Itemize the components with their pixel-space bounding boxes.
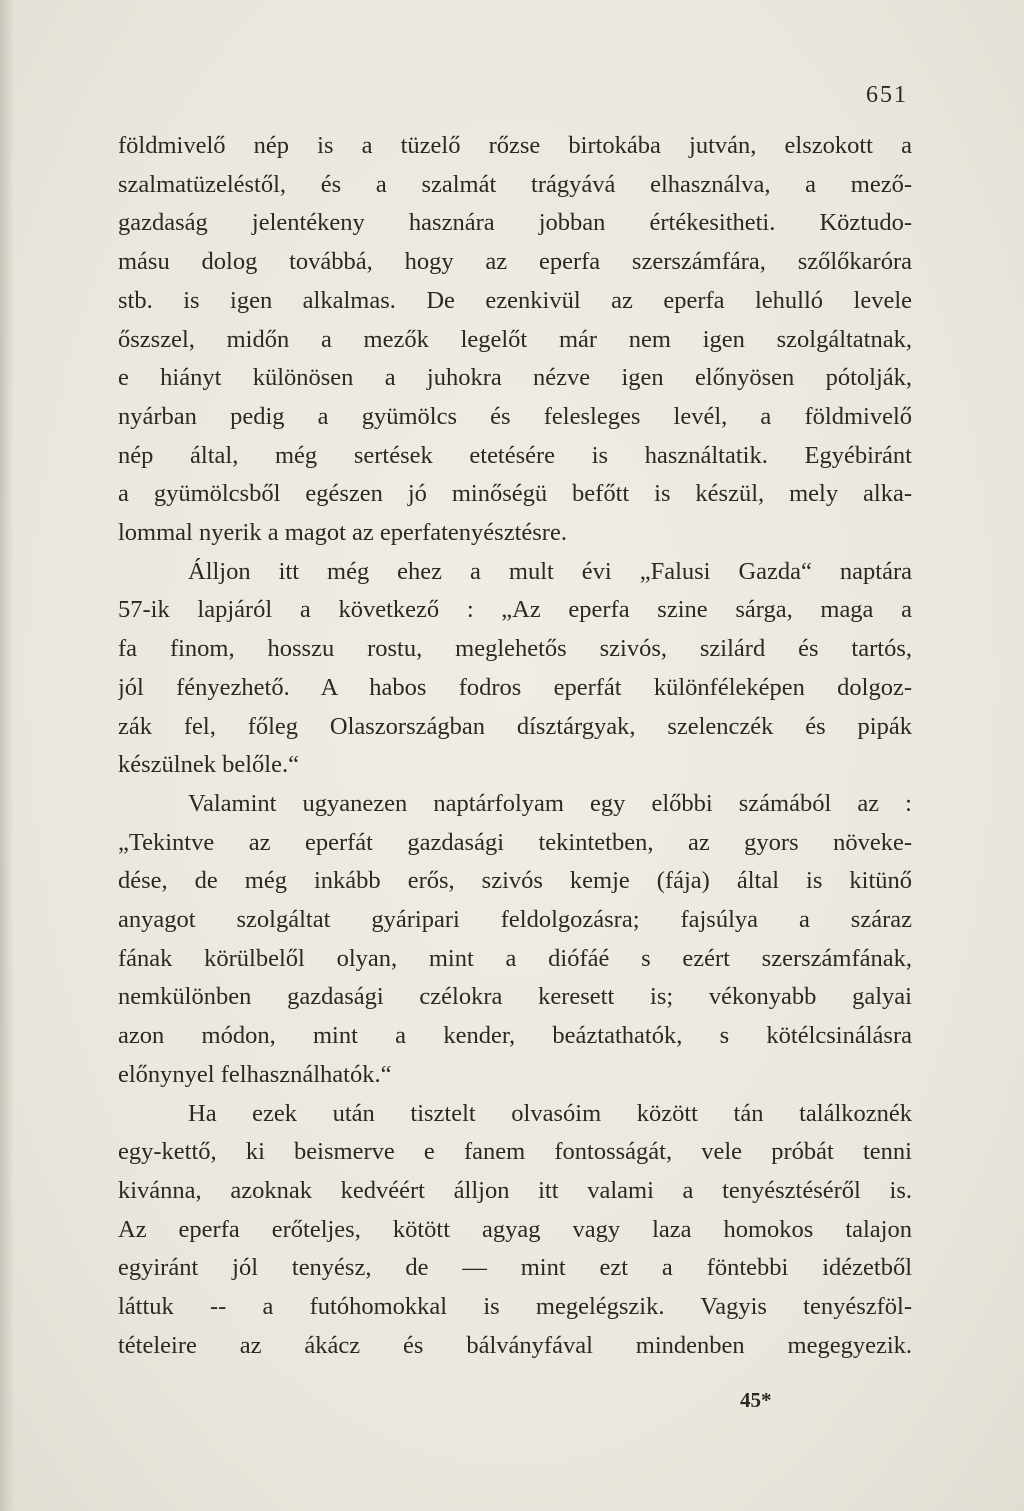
text-line: egyiránt jól tenyész, de — mint ezt a föntebbi idézetből <box>118 1254 912 1282</box>
text-line: Álljon itt még ehez a mult évi „Falusi Gazda“ naptára <box>188 557 912 585</box>
text-line: jól fényezhető. A habos fodros eperfát különféleképen dolgoz- <box>118 673 912 701</box>
text-line: kivánna, azoknak kedvéért álljon itt valami a tenyésztéséről is. <box>118 1176 912 1204</box>
text-line: Az eperfa erőteljes, kötött agyag vagy laza homokos talajon <box>118 1215 912 1243</box>
text-line: tételeire az ákácz és bálványfával mindenben megegyezik. <box>118 1331 912 1359</box>
page-number: 651 <box>866 82 908 108</box>
text-line: lommal nyerik a magot az eperfatenyésztésre. <box>118 519 567 546</box>
text-line: „Tekintve az eperfát gazdasági tekintetben, az gyors növeke- <box>118 828 912 856</box>
page-edge-shadow <box>0 0 14 1511</box>
text-line: szalmatüzeléstől, és a szalmát trágyává elhasználva, a mező- <box>118 170 912 198</box>
text-line: készülnek belőle.“ <box>118 751 299 779</box>
text-line: fának körülbelől olyan, mint a diófáé s ezért szerszámfának, <box>118 944 912 972</box>
text-line: egy-kettő, ki beismerve e fanem fontosságát, vele próbát tenni <box>118 1138 912 1166</box>
text-line: azon módon, mint a kender, beáztathatók, s kötélcsinálásra <box>118 1022 912 1050</box>
text-line: nép által, még sertések etetésére is használtatik. Egyébiránt <box>118 441 912 469</box>
text-line: fa finom, hosszu rostu, meglehetős szivós, szilárd és tartós, <box>118 635 912 663</box>
text-line: nemkülönben gazdasági czélokra keresett is; vékonyabb galyai <box>118 983 912 1011</box>
body-text <box>118 126 912 1386</box>
text-line: földmivelő nép is a tüzelő rőzse birtokába jutván, elszokott a <box>118 132 912 159</box>
text-line: előnynyel felhasználhatók.“ <box>118 1060 392 1088</box>
text-line: őszszel, midőn a mezők legelőt már nem igen szolgáltatnak, <box>118 325 912 353</box>
text-line: zák fel, főleg Olaszországban dísztárgyak, szelenczék és pipák <box>118 712 912 740</box>
text-line: Ha ezek után tisztelt olvasóim között tán találkoznék <box>188 1099 912 1127</box>
text-line: stb. is igen alkalmas. De ezenkivül az eperfa lehulló levele <box>118 286 912 314</box>
text-line: 57-ik lapjáról a következő : „Az eperfa szine sárga, maga a <box>118 596 912 624</box>
text-line: láttuk -- a futóhomokkal is megelégszik. Vagyis tenyészföl- <box>118 1293 912 1320</box>
text-line: dése, de még inkább erős, szivós kemje (fája) által is kitünő <box>118 867 912 895</box>
text-line: Valamint ugyanezen naptárfolyam egy előbbi számából az : <box>188 789 912 817</box>
text-line: a gyümölcsből egészen jó minőségü befőtt is készül, mely alka- <box>118 480 912 508</box>
signature-mark: 45* <box>740 1388 772 1412</box>
text-line: másu dolog továbbá, hogy az eperfa szerszámfára, szőlőkaróra <box>118 248 912 276</box>
text-line: nyárban pedig a gyümölcs és felesleges levél, a földmivelő <box>118 402 912 430</box>
text-line: anyagot szolgáltat gyáripari feldolgozásra; fajsúlya a száraz <box>118 906 912 933</box>
text-line: e hiányt különösen a juhokra nézve igen előnyösen pótolják, <box>118 364 912 392</box>
text-line: gazdaság jelentékeny hasznára jobban értékesitheti. Köztudo- <box>118 209 912 237</box>
